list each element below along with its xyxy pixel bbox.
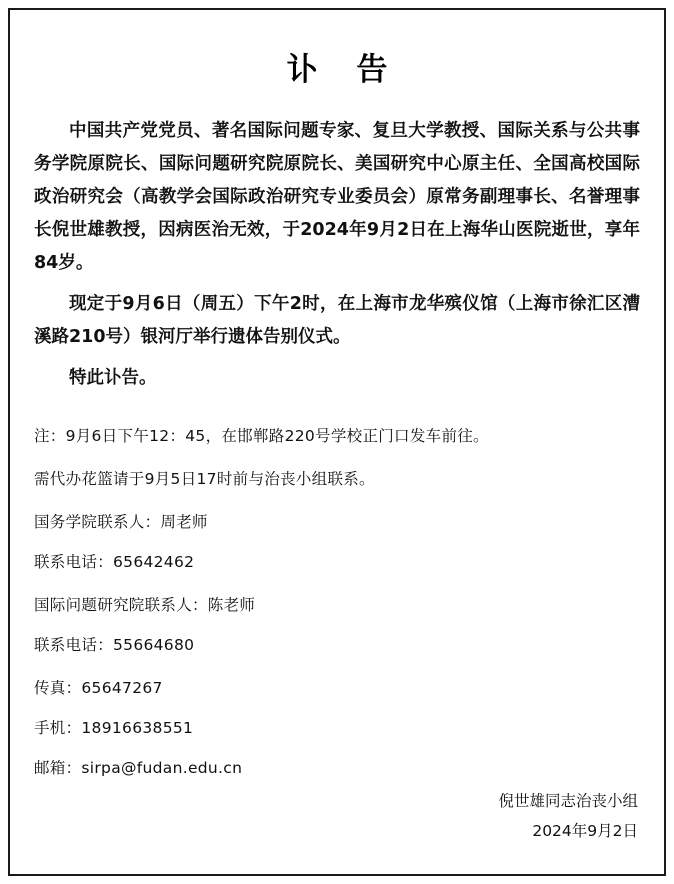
contact-iis-person: 国际问题研究院联系人：陈老师 (34, 596, 256, 614)
obituary-paragraph-1: 中国共产党党员、著名国际问题专家、复旦大学教授、国际关系与公共事务学院原院长、国际问题研究院原院长、美国研究中心原主任、全国高校国际政治研究会（高教学会国际政治研究专业委员会）原常务副理事长、名誉理事长倪世雄教授，因病医治无效，于2024年9月2日在上海华山医院逝世，享年84岁。 (34, 121, 640, 273)
signature-block (498, 786, 638, 846)
contact-sirpa-person: 国务学院联系人：周老师 (34, 513, 208, 531)
obituary-paragraph-3: 特此讣告。 (69, 368, 157, 388)
document-content (34, 30, 640, 800)
contact-email: 邮箱：sirpa@fudan.edu.cn (34, 759, 243, 777)
contact-iis-phone: 联系电话：55664680 (34, 636, 195, 654)
signature-organization: 倪世雄同志治丧小组 (498, 792, 638, 810)
page-title: 讣 告 (286, 52, 402, 88)
note-departure-time: 注：9月6日下午12：45，在邯郸路220号学校正门口发车前往。 (34, 427, 489, 445)
contact-sirpa-phone: 联系电话：65642462 (34, 553, 195, 571)
note-flower-basket: 需代办花篮请于9月5日17时前与治丧小组联系。 (34, 470, 375, 488)
obituary-paragraph-2: 现定于9月6日（周五）下午2时，在上海市龙华殡仪馆（上海市徐汇区漕溪路210号）银河厅举行遗体告别仪式。 (34, 294, 640, 347)
contact-mobile: 手机：18916638551 (34, 719, 194, 737)
signature-date: 2024年9月2日 (532, 822, 638, 840)
notes-section (34, 425, 640, 779)
contact-fax: 传真：65647267 (34, 679, 163, 697)
